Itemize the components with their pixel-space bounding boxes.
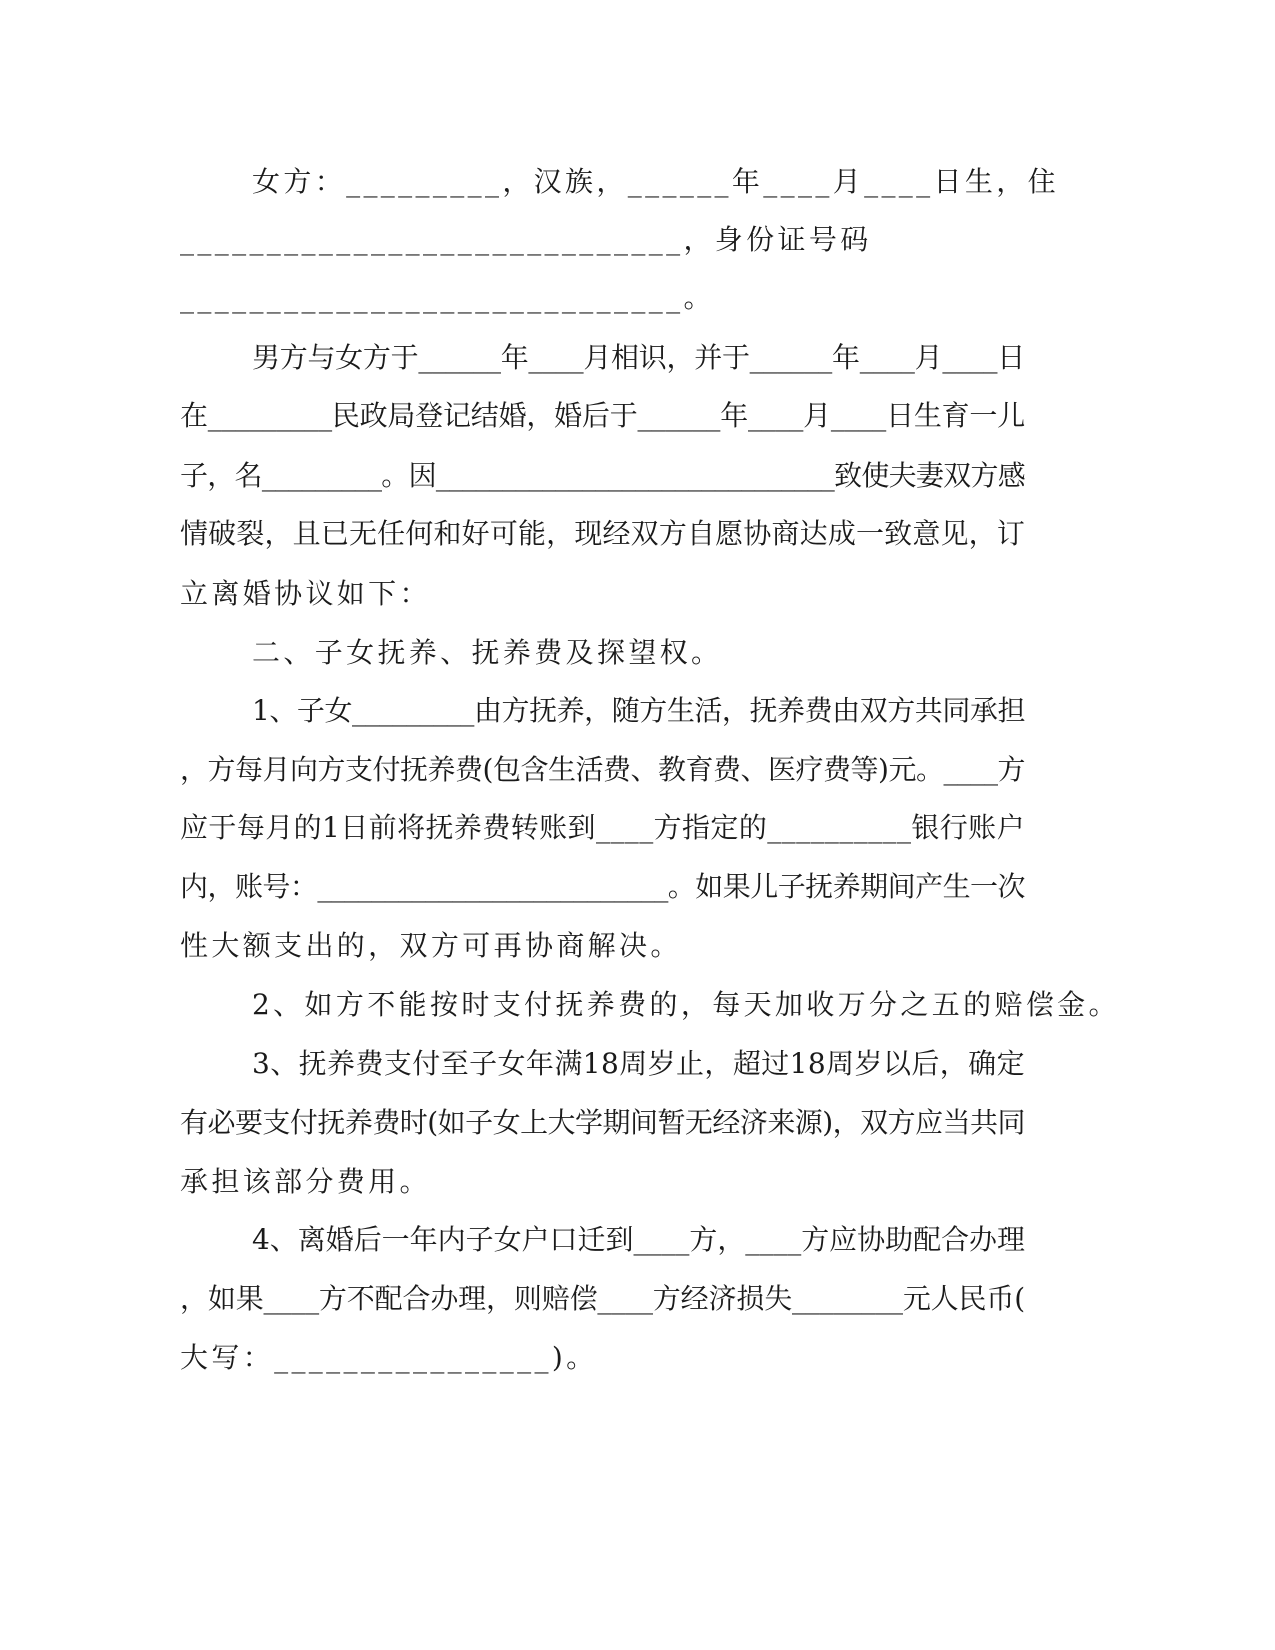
clause-4-line: 大写：________________)。	[180, 1341, 598, 1374]
clause-1-line: 内，账号：__________________________。如果儿子抚养期间产生一次	[180, 870, 1025, 903]
clause-1-line: 1、子女_________由方抚养，随方生活，抚养费由双方共同承担	[252, 694, 1025, 727]
clause-2-line: 2、如方不能按时支付抚养费的，每天加收万分之五的赔偿金。	[252, 988, 1120, 1021]
preamble-line: 男方与女方于______年____月相识，并于______年____月____日	[252, 341, 1025, 374]
clause-3-line: 承担该部分费用。	[180, 1165, 431, 1198]
female-party-line: 女方：_________，汉族，______年____月____日生，住	[252, 165, 1059, 198]
clause-4-line: 4、离婚后一年内子女户口迁到____方，____方应协助配合办理	[252, 1223, 1025, 1256]
preamble-line: 在_________民政局登记结婚，婚后于______年____月____日生育一儿	[180, 399, 1025, 432]
clause-1-line: 应于每月的1日前将抚养费转账到____方指定的__________银行账户	[180, 811, 1025, 844]
clause-1-line: 性大额支出的，双方可再协商解决。	[180, 929, 682, 962]
preamble-line: 立离婚协议如下：	[180, 577, 431, 610]
female-address-line: _____________________________，身份证号码	[180, 223, 872, 256]
female-id-line: _____________________________。	[180, 281, 715, 314]
preamble-line: 情破裂，且已无任何和好可能，现经双方自愿协商达成一致意见，订	[180, 517, 1025, 550]
clause-3-line: 有必要支付抚养费时(如子女上大学期间暂无经济来源)，双方应当共同	[180, 1106, 1025, 1139]
clause-1-line: ，方每月向方支付抚养费(包含生活费、教育费、医疗费等)元。____方	[180, 753, 1025, 786]
section-heading: 二、子女抚养、抚养费及探望权。	[252, 636, 723, 669]
clause-3-line: 3、抚养费支付至子女年满18周岁止，超过18周岁以后，确定	[252, 1047, 1025, 1080]
preamble-line: 子，名_________。因______________________________致使夫妻双方感	[180, 459, 1025, 492]
clause-4-line: ，如果____方不配合办理，则赔偿____方经济损失________元人民币(	[180, 1282, 1025, 1315]
